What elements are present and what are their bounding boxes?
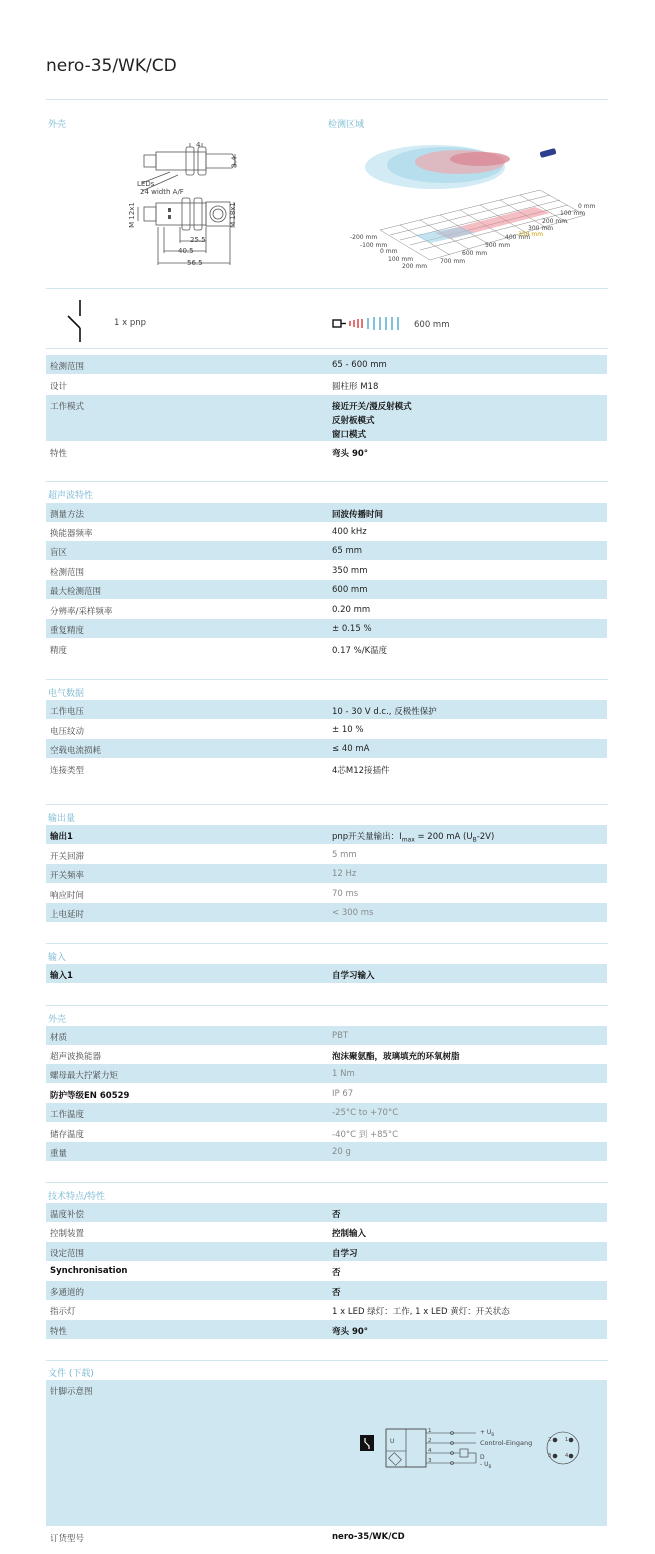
cell-text: 响应时间 (50, 891, 85, 901)
table-row (46, 580, 607, 599)
table-row (46, 825, 607, 844)
cell-text: 材质 (50, 1033, 68, 1043)
table-row (46, 1261, 607, 1280)
cell-text: 连接类型 (50, 766, 85, 776)
divider (46, 804, 608, 805)
cell-text: 工作电压 (50, 707, 85, 717)
cell-text: + U (480, 1429, 492, 1436)
table-row (46, 619, 607, 638)
table-row (46, 355, 607, 374)
conn-pin-4: 4 (565, 1453, 569, 1459)
pin-1: 1 (428, 1428, 432, 1434)
divider (46, 1360, 608, 1361)
x-label-100: 100 mm (388, 256, 414, 263)
cell-text: ± 10 % (332, 725, 364, 735)
table-row (46, 541, 607, 560)
section-outputs: 输出量 (48, 814, 76, 824)
dim-25-5: 25.5 (190, 236, 206, 244)
cell-text: 输入1 (50, 971, 73, 981)
conn-pin-3: 3 (548, 1453, 552, 1459)
ub-plus-label (480, 1429, 494, 1437)
cell-text: 自学习 (332, 1249, 358, 1259)
cell-text: 检测范围 (50, 568, 85, 578)
cell-text: 输出1 (50, 832, 73, 842)
dim-56-5: 56.5 (187, 259, 203, 267)
y-label-300: 300 mm (528, 225, 554, 232)
cell-text: B (472, 836, 477, 844)
sensor-range-icon (332, 316, 406, 332)
table-row (46, 739, 607, 758)
cell-text: 否 (332, 1288, 341, 1298)
d-label-700: 700 mm (440, 258, 466, 265)
page-title: nero-35/WK/CD (46, 56, 177, 76)
cell-text: -25°C to +70°C (332, 1108, 399, 1118)
divider (46, 943, 608, 944)
dim-40-5: 40.5 (178, 247, 194, 255)
cell-text: 自学习输入 (332, 971, 375, 981)
cell-text: 0.17 %/K温度 (332, 646, 388, 656)
control-input-label: Control-Eingang (480, 1439, 533, 1447)
leds-label: LEDs (137, 180, 155, 188)
table-row (46, 1203, 607, 1222)
u-label: U (390, 1438, 395, 1445)
cell-text: 最大检测范围 (50, 587, 102, 597)
cell-text: 重复精度 (50, 626, 85, 636)
cell-text: 350 mm (332, 566, 368, 576)
cell-text: 换能器频率 (50, 529, 93, 539)
d-label: D (480, 1454, 485, 1461)
table-row (46, 1222, 607, 1241)
cell-text: 5 mm (332, 850, 357, 860)
cell-text: 温度补偿 (50, 1210, 85, 1220)
cell-text: B (491, 1432, 495, 1438)
cell-text: B (488, 1464, 492, 1470)
switch-symbol-icon (65, 298, 95, 344)
table-row (46, 903, 607, 922)
cell-text: ± 0.15 % (332, 624, 372, 634)
table-row (46, 1300, 607, 1319)
pin-4: 4 (428, 1448, 432, 1454)
cell-text: 否 (332, 1268, 341, 1278)
cell-text: IP 67 (332, 1089, 354, 1099)
table-row (46, 864, 607, 883)
cell-text: 否 (332, 1210, 341, 1220)
section-ultrasonic: 超声波特性 (48, 491, 94, 501)
cell-text: 12 Hz (332, 869, 357, 879)
cell-text: 订货型号 (50, 1534, 85, 1544)
section-electrical: 电气数据 (48, 689, 85, 699)
y-label-0: 0 mm (578, 203, 596, 210)
cell-text: 工作模式 (50, 402, 85, 412)
range-label: 600 mm (414, 320, 450, 330)
d-label-500: 500 mm (485, 242, 511, 249)
cell-text: 控制输入 (332, 1229, 367, 1239)
x-label-m100: -100 mm (360, 242, 388, 249)
cell-text: 储存温度 (50, 1130, 85, 1140)
cell-text: 精度 (50, 646, 68, 656)
cell-text: 多通道的 (50, 1288, 85, 1298)
table-row (46, 1064, 607, 1083)
output-type-label: 1 x pnp (114, 318, 147, 328)
cell-text: 20 g (332, 1147, 351, 1157)
cell-text: 电压纹动 (50, 727, 85, 737)
cell-text: = 200 mA (U (414, 832, 473, 842)
cell-text: 工作温度 (50, 1110, 85, 1120)
cell-text: 回波传播时间 (332, 510, 384, 520)
section-inputs: 输入 (48, 953, 67, 963)
y-label-350: 350 mm (518, 231, 544, 238)
pin-3: 3 (428, 1458, 432, 1464)
d-label-400: 400 mm (505, 234, 531, 241)
cell-text: 圆柱形 M18 (332, 382, 379, 392)
y-label-100: 100 mm (560, 210, 586, 217)
x-label-m200: -200 mm (350, 234, 378, 241)
ub-minus-label (480, 1461, 491, 1469)
table-row (46, 639, 607, 658)
table-row (46, 442, 607, 461)
cell-text: 接近开关/漫反射模式 (332, 402, 412, 412)
divider (46, 1005, 608, 1006)
table-row (46, 1281, 607, 1300)
cell-text: 防护等级EN 60529 (50, 1091, 130, 1101)
conn-pin-2: 2 (548, 1437, 552, 1443)
divider (46, 481, 608, 482)
cell-text: 重量 (50, 1149, 68, 1159)
table-row (46, 720, 607, 739)
m12-label: M 12x1 (127, 202, 136, 228)
dimension-drawing (120, 135, 270, 275)
cell-text: pnp开关量输出：I (332, 832, 402, 842)
cell-text: PBT (332, 1031, 349, 1041)
cell-text: 特性 (50, 1327, 68, 1337)
divider (46, 1182, 608, 1183)
table-row (46, 1320, 607, 1339)
table-row (46, 561, 607, 580)
conn-pin-1: 1 (565, 1437, 569, 1443)
cell-text: 反射板模式 (332, 416, 375, 426)
cell-text: 测量方法 (50, 510, 85, 520)
cell-text: 指示灯 (50, 1307, 76, 1317)
divider (46, 348, 608, 349)
table-row (46, 700, 607, 719)
cell-text: 弯头 90° (332, 449, 369, 459)
cell-text: 400 kHz (332, 527, 367, 537)
d-label-600: 600 mm (462, 250, 488, 257)
cell-text: 开关回滞 (50, 852, 85, 862)
cell-text: 65 mm (332, 546, 363, 556)
cell-text: 螺母最大拧紧力矩 (50, 1071, 119, 1081)
table-row (46, 759, 607, 778)
table-row (46, 1026, 607, 1045)
section-docs: 文件 (下载) (48, 1369, 94, 1379)
divider (46, 99, 608, 100)
table-row (46, 375, 607, 394)
pin-diagram (356, 1425, 586, 1473)
cell-text: max (401, 836, 415, 844)
cell-text: 4芯M12接插件 (332, 766, 390, 776)
y-label-200: 200 mm (542, 218, 568, 225)
table-row (46, 1045, 607, 1064)
cell-text: nero-35/WK/CD (332, 1532, 405, 1542)
table-row (46, 600, 607, 619)
divider (46, 679, 608, 680)
cell-text: 检测范围 (50, 362, 85, 372)
cell-text: -40°C 到 +85°C (332, 1130, 399, 1140)
section-detection-area: 检测区域 (328, 120, 365, 130)
section-tech: 技术特点/特性 (48, 1192, 106, 1202)
table-row (46, 503, 607, 522)
cell-text: 1 Nm (332, 1069, 355, 1079)
order-code-row (46, 1527, 607, 1546)
section-appearance: 外壳 (48, 120, 67, 130)
dim-4: 4 (196, 141, 201, 149)
table-row (46, 1242, 607, 1261)
cell-text: 设定范围 (50, 1249, 85, 1259)
table-row (46, 1123, 607, 1142)
cell-text: 上电延时 (50, 910, 85, 920)
pin-2: 2 (428, 1438, 432, 1444)
cell-text: -2V) (476, 832, 495, 842)
cell-text: 0.20 mm (332, 605, 371, 615)
cell-text: 空载电流损耗 (50, 746, 102, 756)
cell-text: 65 - 600 mm (332, 360, 387, 370)
table-row (46, 1142, 607, 1161)
cell-text: 分辨率/采样频率 (50, 607, 113, 617)
cell-text: Synchronisation (50, 1266, 128, 1276)
m18-label: M 18x1 (228, 202, 237, 228)
table-row (46, 395, 607, 441)
pin-diagram-label: 针脚示意图 (50, 1387, 93, 1397)
cell-text: 泡沫聚氨酯，玻璃填充的环氧树脂 (332, 1052, 460, 1062)
table-row (46, 1103, 607, 1122)
table-row (46, 964, 607, 983)
dim-3-4: 3.4 (230, 156, 239, 168)
x-label-0: 0 mm (380, 248, 398, 255)
table-row (46, 1084, 607, 1103)
cell-text: 10 - 30 V d.c., 反极性保护 (332, 707, 437, 717)
cell-text: ≤ 40 mA (332, 744, 370, 754)
cell-text: 控制装置 (50, 1229, 85, 1239)
width-af-label: 24 width A/F (140, 188, 184, 196)
cell-text: 盲区 (50, 548, 68, 558)
divider (46, 288, 608, 289)
cell-text: 弯头 90° (332, 1327, 369, 1337)
table-row (46, 522, 607, 541)
cell-text: 设计 (50, 382, 68, 392)
table-row (46, 845, 607, 864)
section-housing: 外壳 (48, 1015, 67, 1025)
cell-text: 超声波换能器 (50, 1052, 102, 1062)
cell-text: 窗口模式 (332, 430, 367, 440)
x-label-200: 200 mm (402, 263, 428, 270)
cell-text: 70 ms (332, 889, 359, 899)
cell-text: 特性 (50, 449, 68, 459)
cell-text: 1 x LED 绿灯：工作, 1 x LED 黄灯：开关状态 (332, 1307, 510, 1317)
cell-text: < 300 ms (332, 908, 374, 918)
cell-text: 开关频率 (50, 871, 85, 881)
table-row (46, 884, 607, 903)
cell-text: 600 mm (332, 585, 368, 595)
cell-text: - U (480, 1461, 489, 1468)
